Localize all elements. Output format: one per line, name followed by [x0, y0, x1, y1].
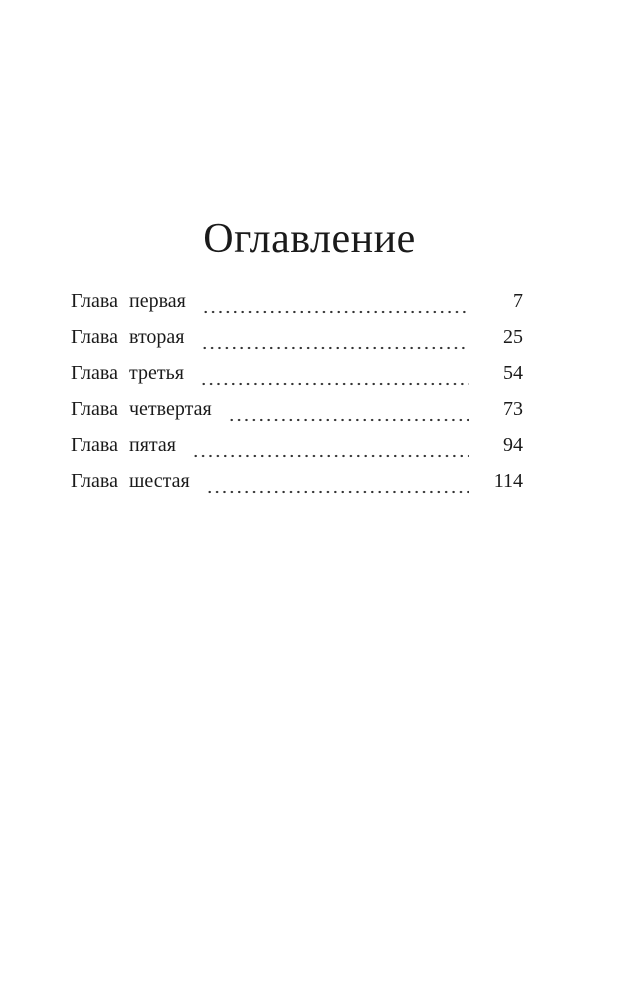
toc-page-number: 94 — [503, 434, 523, 456]
toc-dot-leader — [192, 454, 469, 458]
page-title: Оглавление — [203, 216, 416, 262]
toc-page-number: 7 — [513, 290, 523, 312]
toc-page-number: 73 — [503, 398, 523, 420]
toc-dot-leader — [228, 418, 469, 422]
toc-page-number: 54 — [503, 362, 523, 384]
toc-dot-leader — [206, 490, 469, 494]
toc-page-number: 114 — [493, 470, 523, 492]
toc-entry-chapter-5[interactable] — [71, 431, 523, 467]
toc-entry-label: Глава — [71, 326, 118, 348]
toc-entry-title: третья — [129, 362, 184, 384]
toc-dot-leader — [201, 346, 470, 350]
toc-page-number: 25 — [503, 326, 523, 348]
table-of-contents — [71, 287, 523, 503]
toc-entry-chapter-1[interactable] — [71, 287, 523, 323]
toc-entry-title: первая — [129, 290, 186, 312]
toc-entry-title: вторая — [129, 326, 185, 348]
toc-entry-title: шестая — [129, 470, 190, 492]
toc-entry-label: Глава — [71, 362, 118, 384]
toc-entry-title: четвертая — [129, 398, 212, 420]
toc-entry-label: Глава — [71, 398, 118, 420]
toc-entry-chapter-4[interactable] — [71, 395, 523, 431]
toc-entry-chapter-3[interactable] — [71, 359, 523, 395]
toc-entry-title: пятая — [129, 434, 176, 456]
toc-dot-leader — [202, 310, 469, 314]
toc-dot-leader — [200, 382, 469, 386]
toc-entry-label: Глава — [71, 434, 118, 456]
toc-entry-chapter-2[interactable] — [71, 323, 523, 359]
toc-entry-chapter-6[interactable] — [71, 467, 523, 503]
toc-entry-label: Глава — [71, 470, 118, 492]
toc-entry-label: Глава — [71, 290, 118, 312]
